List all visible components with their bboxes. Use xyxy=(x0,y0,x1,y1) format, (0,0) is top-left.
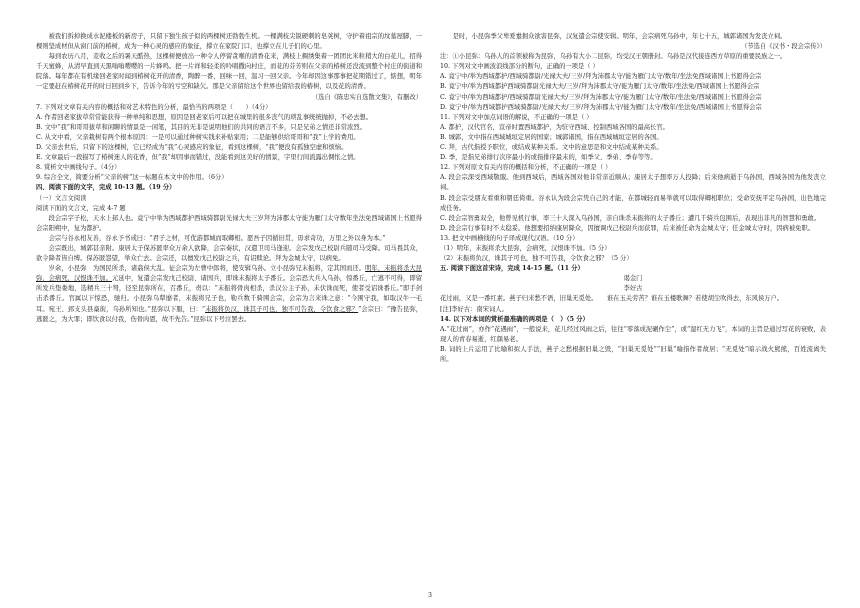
option-14b: B. 词的上片运用了比喻和拟人手法，燕子之愁根据旧巢之毁，“旧巢无觅处”“旧巢”喻指作者故居；“无觅处”暗示战火熊熊，百姓流离失所。 xyxy=(440,345,826,363)
question-13-1: （1）明年，末振将杀大昆弥，会病死，汉恨诛不加。（5 分） xyxy=(440,244,611,252)
text-run: ”会宗曰：“豫告昆弥，逃匿之，为大罪；即饮食以付我，伤骨肉恩，故不先告。”昆弥以下号泣罢去。 xyxy=(36,305,422,323)
question-9: 9. 综合全文，简要分析“父亲的树”这一标题在本文中的作用。（6分） xyxy=(36,174,228,182)
classical-paragraph: 段会宗字子松，天水上邽人也。竟宁中举为西域都护西域骑都尉光禄大夫三岁拜为沛郡太守徙为雁门太守数年坐法免西域诸国上书愿得会宗阳朔中，复为都护。 xyxy=(36,214,422,232)
question-14: 14. 以下对本词的赏析最准确的两项是（ ）（5 分） xyxy=(440,315,589,323)
question-12: 12. 下列对原文有关内容的概括和分析，不正确的一项是（ ） xyxy=(440,164,612,172)
section-4-heading: 四、阅读下面的文字，完成 10-13 题。（19 分） xyxy=(36,184,176,192)
underlined-sentence-2: 末振将负汉，诛其子可也，独不可告我，令饮食之邪？ xyxy=(205,305,359,313)
story-paragraph: 被我们拆掉换成水泥楼板的新房子，只留下独生孩子似的两棵树还勃勃生机。一棵满枝尖锐硬刺的皂荚树，守护着祖宗的坟墓屋脚，一棵则坚成材但从窗门前的椿树，成为一种心灵的感应的象征，撑立在家院门口，也撑立在儿子们的心里。 xyxy=(36,33,422,51)
option-11d: D. 季，是指兄弟排行次序最小的或指排序最末的，如季父、季弟、季春等等。 xyxy=(440,154,657,162)
source-citation: （选自《陈忠实自选散文集》，有删改） xyxy=(311,93,422,101)
subsection-heading: （一）文言文阅读 xyxy=(36,194,87,202)
option-12c: C. 段会宗智勇双全，他曾见机行事，率三十人深入乌孙国，亲自诛杀末振将的太子番丘；遭几千骑兵包围后，表现出非凡的智慧和勇敢。 xyxy=(440,214,821,222)
question-7: 7. 下列对文章有关内容的概括和对艺术特色的分析，最恰当的两项是（ ）（4分） xyxy=(36,103,272,111)
text-run: 元延中，复遣会宗发戊己校尉、诸国兵，即诛末振将太子番丘。会宗恐大兵入乌孙，惊番丘，亡逃不可得，即留所发兵垫娄地，选精兵三十弩，径至昆弥所在，召番丘，责以：“末振将骨肉相杀，杀汉公主子孙，未伏诛而死，使者受诏诛番丘。”即手剑击杀番丘。官属以下惊恐，驰归。小昆弥乌犁靡者，末振将兄子也，勒兵数千骑围会宗，会宗为言来诛之意：“今围守我，如取汉牛一毛耳。宛王、郅支头县槀街，乌孙所知也。”昆弥以下服，曰：“ xyxy=(36,275,423,313)
option-14a: A.“花过雨”，亦作“花遇雨”，一般说来，花儿经过风雨之后，往往“零落成泥碾作尘”，或“湿红无力飞”，本词的主旨是通过写花的衰败，表现人的青春易逝，红颜易老。 xyxy=(440,325,826,343)
text-run: 岁余，小昆弥 为国民所杀，诸翕侯大乱。征会宗为左曹中郎将，使安辑乌孙。立小昆弥兄末振将，定其国而还。 xyxy=(48,265,366,273)
classical-paragraph: 会宗既出，城郭甚亲附。康居太子保苏匿率众万余人欲降，会宗奏状，汉遣卫司马逢迎。会宗发戊己校尉兵随司马受降。司马畏其众，欲令降者皆自缚。保苏匿怨望，举众亡去。会宗还，以擅发戊己校尉之兵，有诏赎论。拜为金城太守，以病免。 xyxy=(36,244,422,263)
option-12b: B. 段会宗受朋友看重和朝廷倚重。谷永认为段会宗凭自己的才能，在都城轻而易举就可以取得卿相职位；受命安抚平定乌孙国，出色地完成任务。 xyxy=(440,194,826,212)
section-5-heading: 五. 阅读下面这首宋诗，完成 14-15 题。（11 分） xyxy=(440,265,584,273)
option-11a: A. 都护，汉代官名，宣帝时置西域都护，为驻守西域、控制西域各国的最高长官。 xyxy=(440,123,669,131)
source-citation: （节选自《汉书・段会宗传》） xyxy=(740,43,826,51)
option-10a: A. 竟宁中/举为西域都护/西域骑都尉/光禄大夫/三岁/拜为沛郡太守/徙为雁门太守/数年/坐法免西域诸国上书愿得会宗 xyxy=(440,73,762,81)
poem-note: [注]李好古：南宋词人。 xyxy=(440,305,508,313)
question-13: 13. 把文中画横线的句子译成现代汉语。（10 分） xyxy=(440,234,579,242)
underlined-sentence-1: 明年，末振将杀大昆弥，会病死，汉恨诛不加。 xyxy=(36,265,423,283)
option-11c: C. 拜，古代指授予职位，或结成某种关系。文中的意思是和文中结成某种关系。 xyxy=(440,144,663,152)
option-7e: E. 文章最后一段描写了椿树迷人的花香，但“我”却因事而错过，没能看到这美好的情景，字里行间流露出惆怅之情。 xyxy=(36,154,360,162)
option-7a: A. 作者回老家拔草常常能获得一种单纯和思想，原因是回老家后可以把在城里的很多丧气的琐乱事统统抛掉，不必去想。 xyxy=(36,113,372,121)
poem-text: 花过雨，又是一番红素。燕子归来愁不语，旧巢无觅处。 谁在玉关劳苦？谁在玉楼歌舞？若使胡尘吹得去，东风侯万户。 xyxy=(440,295,784,303)
option-10c: C. 竟宁中/举为西域都护/西域骑都尉光禄大夫/三岁/拜为沛郡太守/徙为雁门太守/数年/坐法免/西域诸国上书愿得会宗 xyxy=(440,93,762,101)
question-11: 11. 下列对文中加点词语的解说，不正确的一项是（ ） xyxy=(440,113,593,121)
classical-paragraph: 是时，小昆弥季父卑爰疐拥众欲害昆弥，汉复遣会宗使安辑。明年，会宗病死乌孙中，年七十五，城郭诸国为发丧立祠。 xyxy=(452,33,787,40)
option-12a: A. 段会宗深受西域敬服。他到西域后，西域各国对他非常亲近顺从；康居太子想率万人投降；后来他病逝于乌孙国，西域各国为他发丧立祠。 xyxy=(440,174,826,192)
question-10: 10. 下列对文中画波浪线部分的断句，正确的一项是（ ） xyxy=(440,63,599,71)
poem-title: 谒金门 xyxy=(623,275,643,283)
option-7d: D. 父亲去世后，只留下的这棵树，它已经成为“我”心灵感应的象征，看到这棵树，“我”便没有孤独空虚和烦恼。 xyxy=(36,144,348,152)
question-13-2: （2）末振将负汉，诛其子可也，独不可告我，令饮食之邪？（5 分） xyxy=(440,255,633,263)
story-paragraph: 每到农历八月，麦收之后的暑天酷热，这棵树便放出一种令人停留贪喉的清香花来，满枝上稠绣集着一团团比米粒稍大的白花儿，招得千天蜜蜂，从清早直到天黑嗡嗡嘤嘤的一片蜂鸣。把一片祥和轻柔的吟唱撒向村庄，而花的芬芳则在父亲的椿树还没流到整个村庄的街道和院落。每年都在有机缘回老家时闻到椿树花开的清香，陶醉一番，回味一回，温习一回父亲。今年却因这事那事把花期错过了，惦想，明年一定要赶在椿树花开的时日回到乡下，告诉今年的亏空和缺欠。那是父亲留给这个世界也留给我的椿树，以及花的清香。 xyxy=(36,53,422,91)
poem-author: 李好古 xyxy=(623,285,643,293)
option-12d: D. 段会宗行事有时不太稳妥。他想要招纳康居降众，因擅调戊己校尉兵而获罪，后来被任命为金城太守；任金城太守时，因病被免职。 xyxy=(440,224,815,232)
subsection-note: 阅读下面的文言文，完成 4-7 题 xyxy=(36,204,126,212)
left-column xyxy=(36,32,422,325)
option-7b: B. 文中“我”和哥哥拔草和闲聊的情景是一闲笔，其目的无非是说明他们的共同的语言不多，只是兄弟之情还非常浓烈。 xyxy=(36,123,366,131)
right-column xyxy=(440,32,826,365)
option-7c: C. 从文中看，父亲栽树有两个根本原因：一是可以通过种树实钱来补贴家用；二是能够供给哥哥和“我”上学的费用。 xyxy=(36,133,360,141)
classical-paragraph: 会宗与谷永相友善，谷永予书戒曰：“君子之材，可优游都城而取卿相。愿吾子因循旧贯，毋求奇功，万里之外以身为本。” xyxy=(48,234,386,242)
question-8: 8. 赏析文中画线句子。（4分） xyxy=(36,164,121,172)
option-10b: B. 竟宁中/举为西域都护西域骑都尉光禄大夫/三岁/拜为沛郡太守/徙为雁门太守/数年/坐法免/西域诸国上书愿得会宗 xyxy=(440,83,760,91)
option-11b: B. 城郭，文中指在西域城垣定居的国家；城郭诸国，指在西域城垣定居的各国。 xyxy=(440,133,663,141)
page-number: 3 xyxy=(428,592,432,599)
classical-paragraph xyxy=(36,264,422,325)
option-10d: D. 竟宁中/举为西域都护西域骑都尉/光禄大夫/三岁/拜为沛郡太守/徙为雁门太守/数年/坐法免/西域诸国上书愿得会宗 xyxy=(440,103,762,111)
footnote: 注：①小昆弥：乌孙人的首领被称为昆弥，乌孙有大小二昆弥，均受汉王朝册封。乌孙是汉代接连西方草原的重要民族之一。 xyxy=(440,53,787,61)
